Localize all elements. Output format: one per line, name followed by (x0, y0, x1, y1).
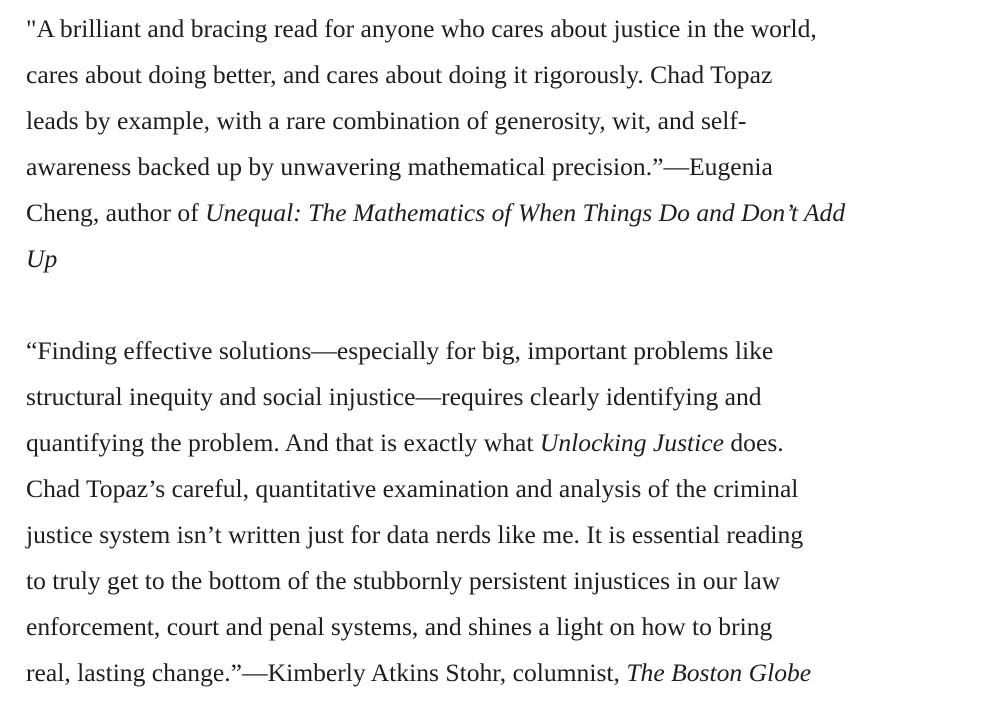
text-run: awareness backed up by unwavering mathematical precision.”—Eugenia (26, 152, 773, 181)
text-line (26, 190, 994, 236)
text-run: Chad Topaz’s careful, quantitative examination and analysis of the criminal (26, 474, 799, 503)
text-run: Cheng, author of (26, 198, 206, 227)
text-line (26, 466, 994, 512)
text-line (26, 374, 994, 420)
text-run: justice system isn’t written just for data nerds like me. It is essential reading (26, 520, 804, 549)
book-title: Up (26, 244, 58, 273)
book-title: Unlocking Justice (539, 428, 724, 457)
text-line (26, 328, 994, 374)
blurb-kimberly-atkins-stohr (26, 328, 994, 696)
text-line (26, 650, 994, 696)
text-line (26, 420, 994, 466)
text-run: quantifying the problem. And that is exactly what (26, 428, 540, 457)
text-line (26, 6, 994, 52)
text-line (26, 98, 994, 144)
text-line (26, 558, 994, 604)
blurb-eugenia-cheng (26, 6, 994, 282)
book-title: Unequal: The Mathematics of When Things Do and Don’t Add (205, 198, 846, 227)
text-run: leads by example, with a rare combination of generosity, wit, and self- (26, 106, 747, 135)
text-run: “Finding effective solutions—especially for big, important problems like (26, 336, 774, 365)
text-run: "A brilliant and bracing read for anyone who cares about justice in the world, (26, 14, 817, 43)
text-run: cares about doing better, and cares about doing it rigorously. Chad Topaz (26, 60, 773, 89)
text-run: to truly get to the bottom of the stubbornly persistent injustices in our law (26, 566, 781, 595)
text-line (26, 52, 994, 98)
text-run: enforcement, court and penal systems, and shines a light on how to bring (26, 612, 773, 641)
text-run: structural inequity and social injustice—requires clearly identifying and (26, 382, 762, 411)
text-run: does. (723, 428, 784, 457)
text-line (26, 512, 994, 558)
text-line (26, 604, 994, 650)
text-line (26, 144, 994, 190)
text-run: real, lasting change.”—Kimberly Atkins Stohr, columnist, (26, 658, 627, 687)
text-line (26, 236, 994, 282)
publication-title: The Boston Globe (626, 658, 812, 687)
